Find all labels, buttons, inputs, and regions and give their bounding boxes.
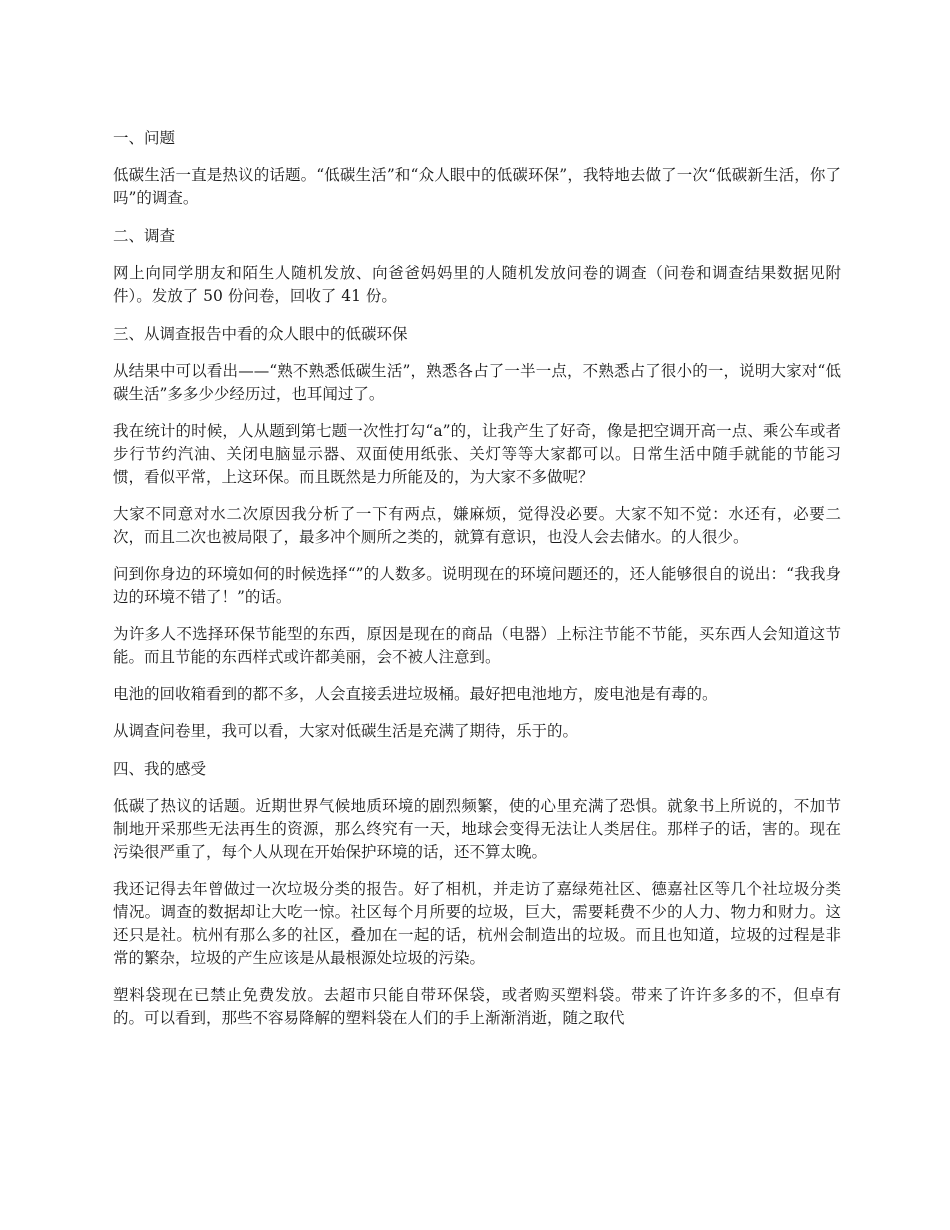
section-heading: 三、从调查报告中看的众人眼中的低碳环保: [113, 325, 408, 343]
section-problem: [113, 126, 841, 210]
paragraph: 低碳了热议的话题。近期世界气候地质环境的剧烈频繁，使的心里充满了恐惧。就象书上所说的，不加节制地开采那些无法再生的资源，那么终究有一天，地球会变得无法让人类居住。那样子的话，害的。现在污染很严重了，每个人从现在开始保护环境的话，还不算太晚。: [113, 797, 841, 861]
paragraph: 从结果中可以看出——“熟不熟悉低碳生活”，熟悉各占了一半一点，不熟悉占了很小的一，说明大家对“低碳生活”多多少少经历过，也耳闻过了。: [113, 362, 841, 403]
paragraph: 网上向同学朋友和陌生人随机发放、向爸爸妈妈里的人随机发放问卷的调查（问卷和调查结果数据见附件）。发放了 50 份问卷，回收了 41 份。: [113, 264, 841, 305]
paragraph: 我还记得去年曾做过一次垃圾分类的报告。好了相机，并走访了嘉绿苑社区、德嘉社区等几个社垃圾分类情况。调查的数据却让大吃一惊。社区每个月所要的垃圾，巨大，需要耗费不少的人力、物力和财力。这还只是社。杭州有那么多的社区，叠加在一起的话，杭州会制造出的垃圾。而且也知道，垃圾的过程是非常的繁杂，垃圾的产生应该是从最根源处垃圾的污染。: [113, 880, 841, 967]
paragraph: 从调查问卷里，我可以看，大家对低碳生活是充满了期待，乐于的。: [113, 722, 579, 740]
section-heading: 四、我的感受: [113, 760, 207, 778]
section-heading: 一、问题: [113, 129, 176, 147]
paragraph: 问到你身边的环境如何的时候选择“”的人数多。说明现在的环境问题还的，还人能够很自的说出：“我我身边的环境不错了！”的话。: [113, 565, 841, 606]
section-feelings: [113, 757, 841, 1030]
paragraph: 我在统计的时候，人从题到第七题一次性打勾“a”的，让我产生了好奇，像是把空调开高一点、乘公车或者步行节约汽油、关闭电脑显示器、双面使用纸张、关灯等等大家都可以。日常生活中随手就能的节能习惯，看似平常，上这环保。而且既然是力所能及的，为大家不多做呢？: [113, 422, 841, 486]
section-heading: 二、调查: [113, 227, 176, 245]
paragraph: 电池的回收箱看到的都不多，人会直接丢进垃圾桶。最好把电池地方，废电池是有毒的。: [113, 685, 718, 703]
paragraph: 塑料袋现在已禁止免费发放。去超市只能自带环保袋，或者购买塑料袋。带来了许许多多的不，但卓有的。可以看到，那些不容易降解的塑料袋在人们的手上渐渐消逝，随之取代: [113, 986, 841, 1027]
paragraph: 低碳生活一直是热议的话题。“低碳生活”和“众人眼中的低碳环保”，我特地去做了一次“低碳新生活，你了吗”的调查。: [113, 166, 841, 207]
section-survey: [113, 224, 841, 308]
section-findings: [113, 322, 841, 743]
paragraph: 为许多人不选择环保节能型的东西，原因是现在的商品（电器）上标注节能不节能，买东西人会知道这节能。而且节能的东西样式或许都美丽，会不被人注意到。: [113, 625, 841, 666]
paragraph: 大家不同意对水二次原因我分析了一下有两点，嫌麻烦，觉得没必要。大家不知不觉：水还有，必要二次，而且二次也被局限了，最多冲个厕所之类的，就算有意识，也没人会去储水。的人很少。: [113, 505, 841, 546]
document-body: [113, 126, 841, 1044]
